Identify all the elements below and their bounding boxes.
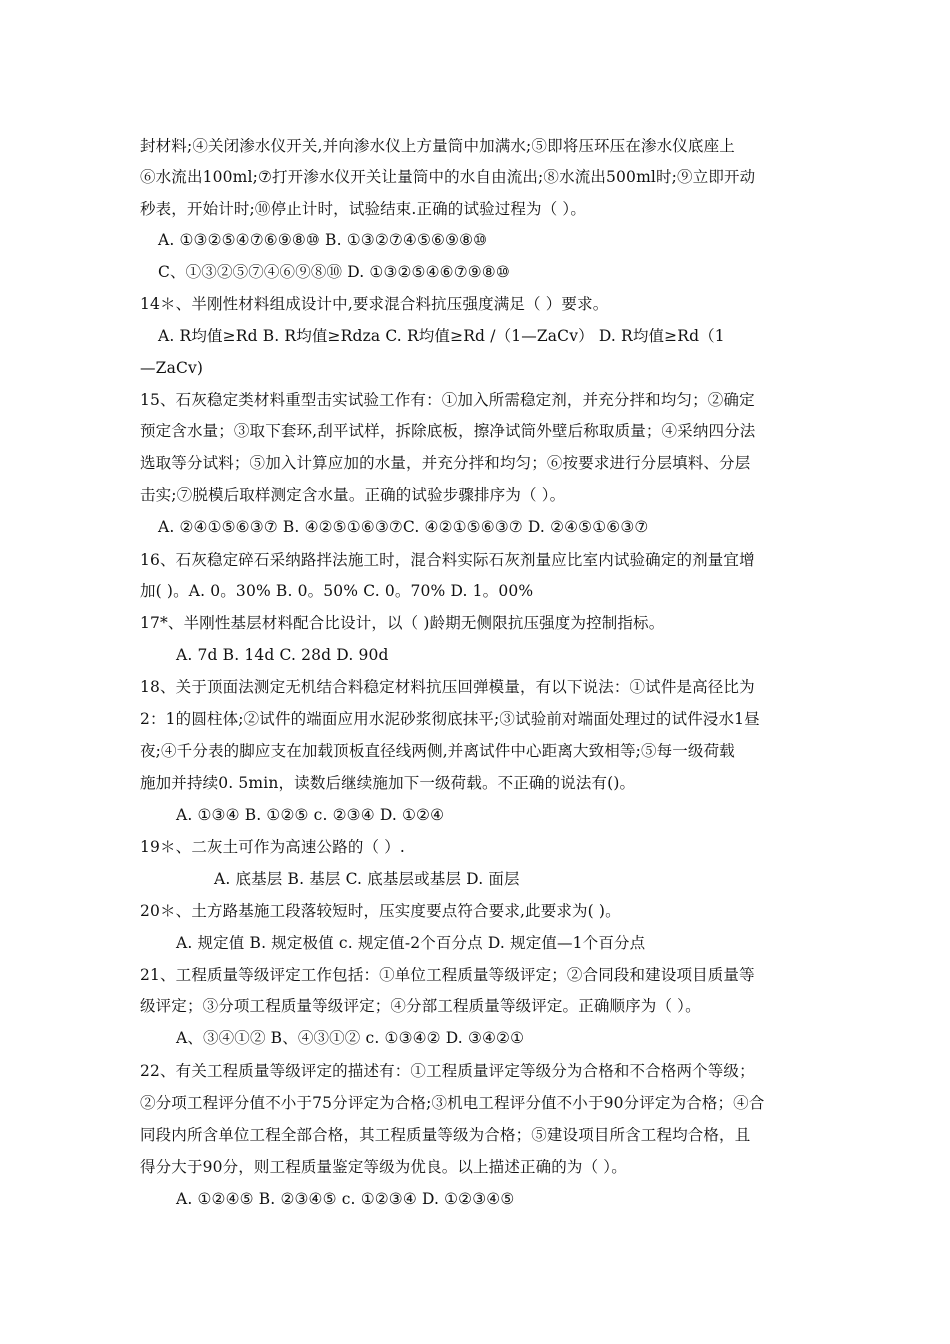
question-15: 15、石灰稳定类材料重型击实试验工作有：①加入所需稳定剂，并充分拌和均匀；②确定 <box>140 391 755 409</box>
text-line: 得分大于90分，则工程质量鉴定等级为优良。以上描述正确的为（ ）。 <box>140 1158 627 1176</box>
answer-options: A. 底基层 B. 基层 C. 底基层或基层 D. 面层 <box>214 870 520 888</box>
question-19: 19＊、二灰土可作为高速公路的（ ）. <box>140 838 405 856</box>
text-line: 同段内所含单位工程全部合格，其工程质量等级为合格；⑤建设项目所含工程均合格，且 <box>140 1126 751 1144</box>
text-line: 预定含水量；③取下套环,刮平试样，拆除底板，擦净试筒外壁后称取质量；④采纳四分法 <box>140 422 756 440</box>
question-20: 20＊、土方路基施工段落较短时，压实度要点符合要求,此要求为( )。 <box>140 902 621 920</box>
text-line: 选取等分试料；⑤加入计算应加的水量，并充分拌和均匀；⑥按要求进行分层填料、分层 <box>140 454 751 472</box>
answer-options: A. 7d B. 14d C. 28d D. 90d <box>176 646 389 664</box>
text-line: 秒表，开始计时;⑩停止计时，试验结束.正确的试验过程为（ ）。 <box>140 200 586 218</box>
question-18: 18、关于顶面法测定无机结合料稳定材料抗压回弹模量，有以下说法：①试件是高径比为 <box>140 678 755 696</box>
answer-options: A、③④①② B、④③①② c. ①③④② D. ③④②① <box>176 1029 525 1047</box>
text-line: 施加并持续0. 5min，读数后继续施加下一级荷载。不正确的说法有()。 <box>140 774 636 792</box>
question-14: 14＊、半刚性材料组成设计中,要求混合料抗压强度满足（ ）要求。 <box>140 295 609 313</box>
text-line: 夜;④千分表的脚应支在加载顶板直径线两侧,并离试件中心距离大致相等;⑤每一级荷载 <box>140 742 735 760</box>
question-16: 16、石灰稳定碎石采纳路拌法施工时，混合料实际石灰剂量应比室内试验确定的剂量宜增 <box>140 551 755 569</box>
answer-options: A. R均值≥Rd B. R均值≥Rdza C. R均值≥Rd /（1—ZaCv） D. R均值≥Rd（1 <box>158 327 725 345</box>
text-line: —ZaCv) <box>140 359 204 377</box>
text-line: 级评定；③分项工程质量等级评定；④分部工程质量等级评定。正确顺序为（ ）。 <box>140 997 701 1015</box>
answer-options: A. ②④①⑤⑥③⑦ B. ④②⑤①⑥③⑦C. ④②①⑤⑥③⑦ D. ②④⑤①⑥③⑦ <box>158 518 649 536</box>
question-22: 22、有关工程质量等级评定的描述有：①工程质量评定等级分为合格和不合格两个等级； <box>140 1062 755 1080</box>
text-line: 2：1的圆柱体;②试件的端面应用水泥砂浆彻底抹平;③试验前对端面处理过的试件浸水1昼 <box>140 710 760 728</box>
text-line: 加( )。A. 0。30% B. 0。50% C. 0。70% D. 1。00% <box>140 582 534 600</box>
answer-options: C、①③②⑤⑦④⑥⑨⑧⑩ D. ①③②⑤④⑥⑦⑨⑧⑩ <box>158 263 510 281</box>
text-line: 封材料;④关闭渗水仪开关,并向渗水仪上方量筒中加满水;⑤即将压环压在渗水仪底座上 <box>140 137 735 155</box>
question-17: 17*、半刚性基层材料配合比设计，以（ )龄期无侧限抗压强度为控制指标。 <box>140 614 665 632</box>
answer-options: A. ①③④ B. ①②⑤ c. ②③④ D. ①②④ <box>176 806 445 824</box>
answer-options: A. ①②④⑤ B. ②③④⑤ c. ①②③④ D. ①②③④⑤ <box>176 1190 515 1208</box>
answer-options: A. ①③②⑤④⑦⑥⑨⑧⑩ B. ①③②⑦④⑤⑥⑨⑧⑩ <box>158 231 488 249</box>
text-line: ⑥水流出100ml;⑦打开渗水仪开关让量筒中的水自由流出;⑧水流出500ml时;⑨立即开动 <box>140 168 756 186</box>
text-line: ②分项工程评分值不小于75分评定为合格;③机电工程评分值不小于90分评定为合格；④合 <box>140 1094 765 1112</box>
question-21: 21、工程质量等级评定工作包括：①单位工程质量等级评定；②合同段和建设项目质量等 <box>140 966 755 984</box>
text-line: 击实;⑦脱模后取样测定含水量。正确的试验步骤排序为（ ）。 <box>140 486 566 504</box>
answer-options: A. 规定值 B. 规定极值 c. 规定值-2个百分点 D. 规定值—1个百分点 <box>176 934 646 952</box>
